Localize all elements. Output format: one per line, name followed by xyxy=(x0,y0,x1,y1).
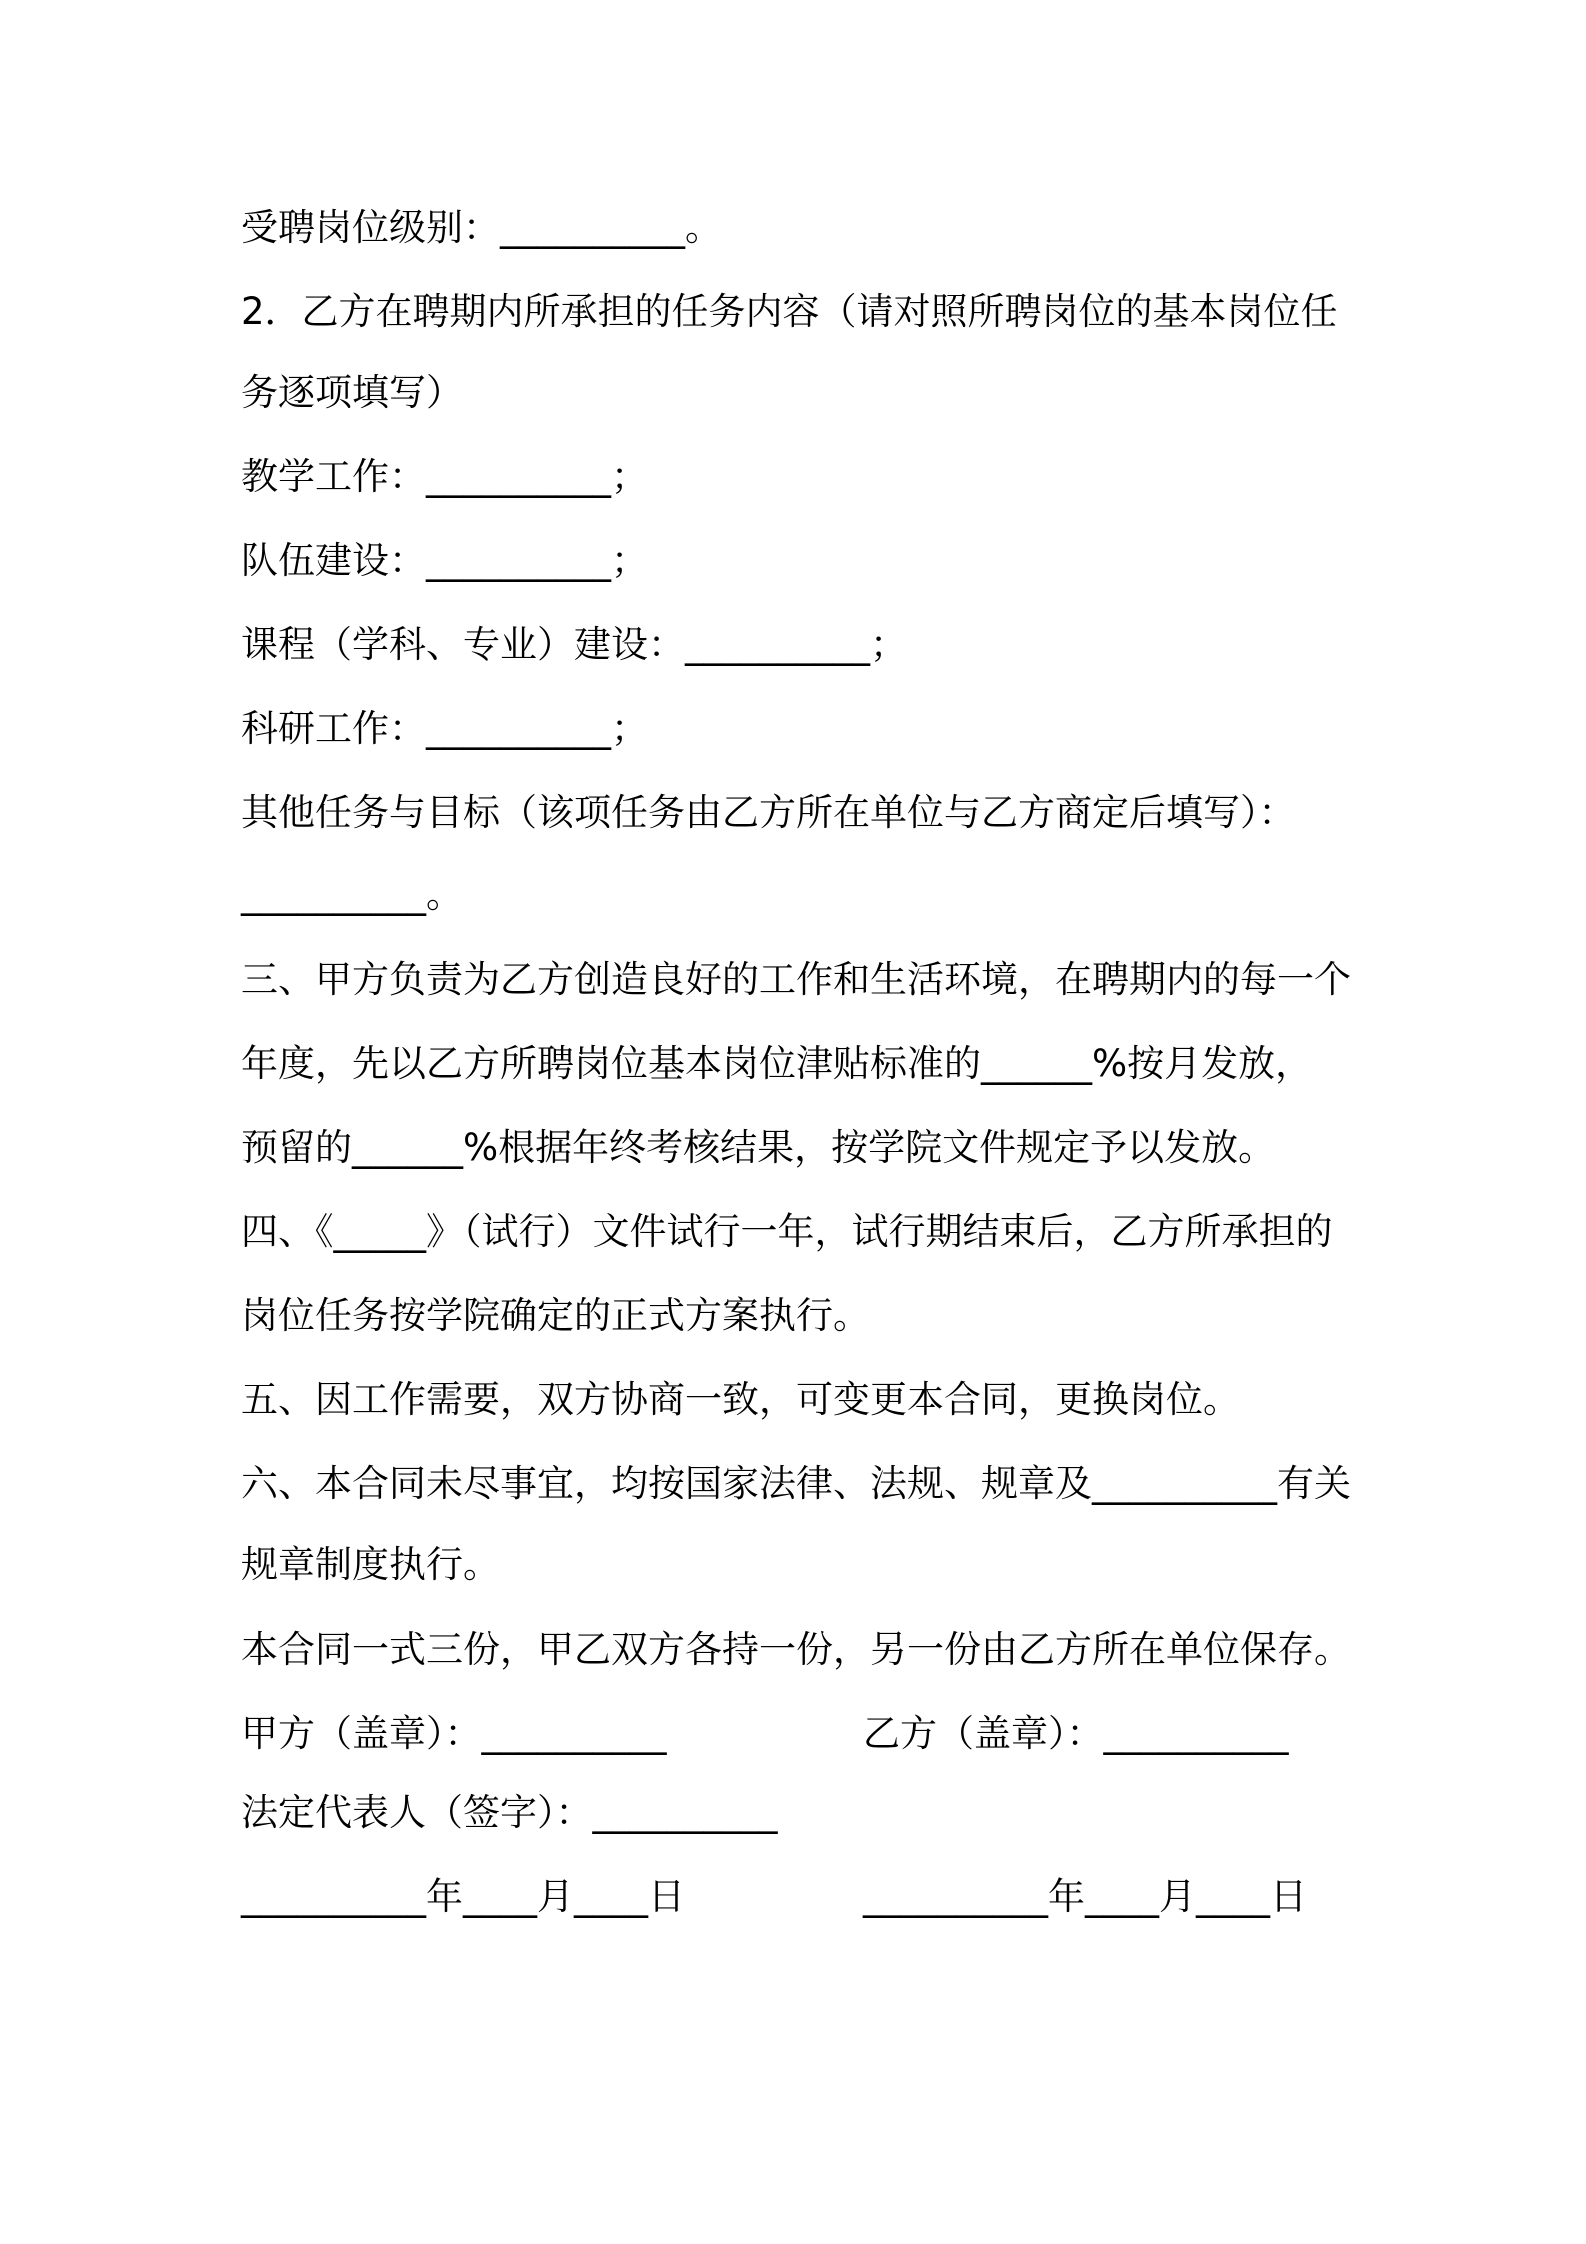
curriculum-building-line: 课程（学科、专业）建设：__________； xyxy=(241,623,907,666)
other-tasks-line: 其他任务与目标（该项任务由乙方所在单位与乙方商定后填写）： xyxy=(241,791,1296,834)
clause-five-line: 五、因工作需要，双方协商一致，可变更本合同，更换岗位。 xyxy=(241,1378,1240,1421)
post-level-line: 受聘岗位级别：__________。 xyxy=(241,206,722,249)
clause-three-line1: 三、甲方负责为乙方创造良好的工作和生活环境，在聘期内的每一个 xyxy=(241,958,1351,1001)
other-tasks-blank: __________。 xyxy=(241,873,463,916)
task-content-heading: 2．乙方在聘期内所承担的任务内容（请对照所聘岗位的基本岗位任 xyxy=(241,290,1338,333)
clause-four-line2: 岗位任务按学院确定的正式方案执行。 xyxy=(241,1294,870,1337)
clause-six-line1: 六、本合同未尽事宜，均按国家法律、法规、规章及__________有关 xyxy=(241,1462,1351,1505)
clause-three-line2: 年度，先以乙方所聘岗位基本岗位津贴标准的______%按月发放， xyxy=(241,1042,1313,1085)
research-work-line: 科研工作：__________； xyxy=(241,707,648,750)
task-content-heading-cont: 务逐项填写） xyxy=(241,371,463,414)
clause-four-line1: 四、《_____》（试行）文件试行一年，试行期结束后，乙方所承担的 xyxy=(241,1210,1333,1253)
party-a-seal: 甲方（盖章）：__________ xyxy=(241,1712,667,1755)
party-b-date: __________年____月____日 xyxy=(863,1875,1307,1918)
legal-representative-signature: 法定代表人（签字）：__________ xyxy=(241,1791,778,1834)
teaching-work-line: 教学工作：__________； xyxy=(241,455,648,498)
party-b-seal: 乙方（盖章）：__________ xyxy=(863,1712,1289,1755)
clause-six-line2: 规章制度执行。 xyxy=(241,1543,500,1586)
party-a-date: __________年____月____日 xyxy=(241,1875,685,1918)
clause-three-line3: 预留的______%根据年终考核结果，按学院文件规定予以发放。 xyxy=(241,1126,1276,1169)
team-building-line: 队伍建设：__________； xyxy=(241,539,648,582)
copies-line: 本合同一式三份，甲乙双方各持一份，另一份由乙方所在单位保存。 xyxy=(241,1628,1351,1671)
